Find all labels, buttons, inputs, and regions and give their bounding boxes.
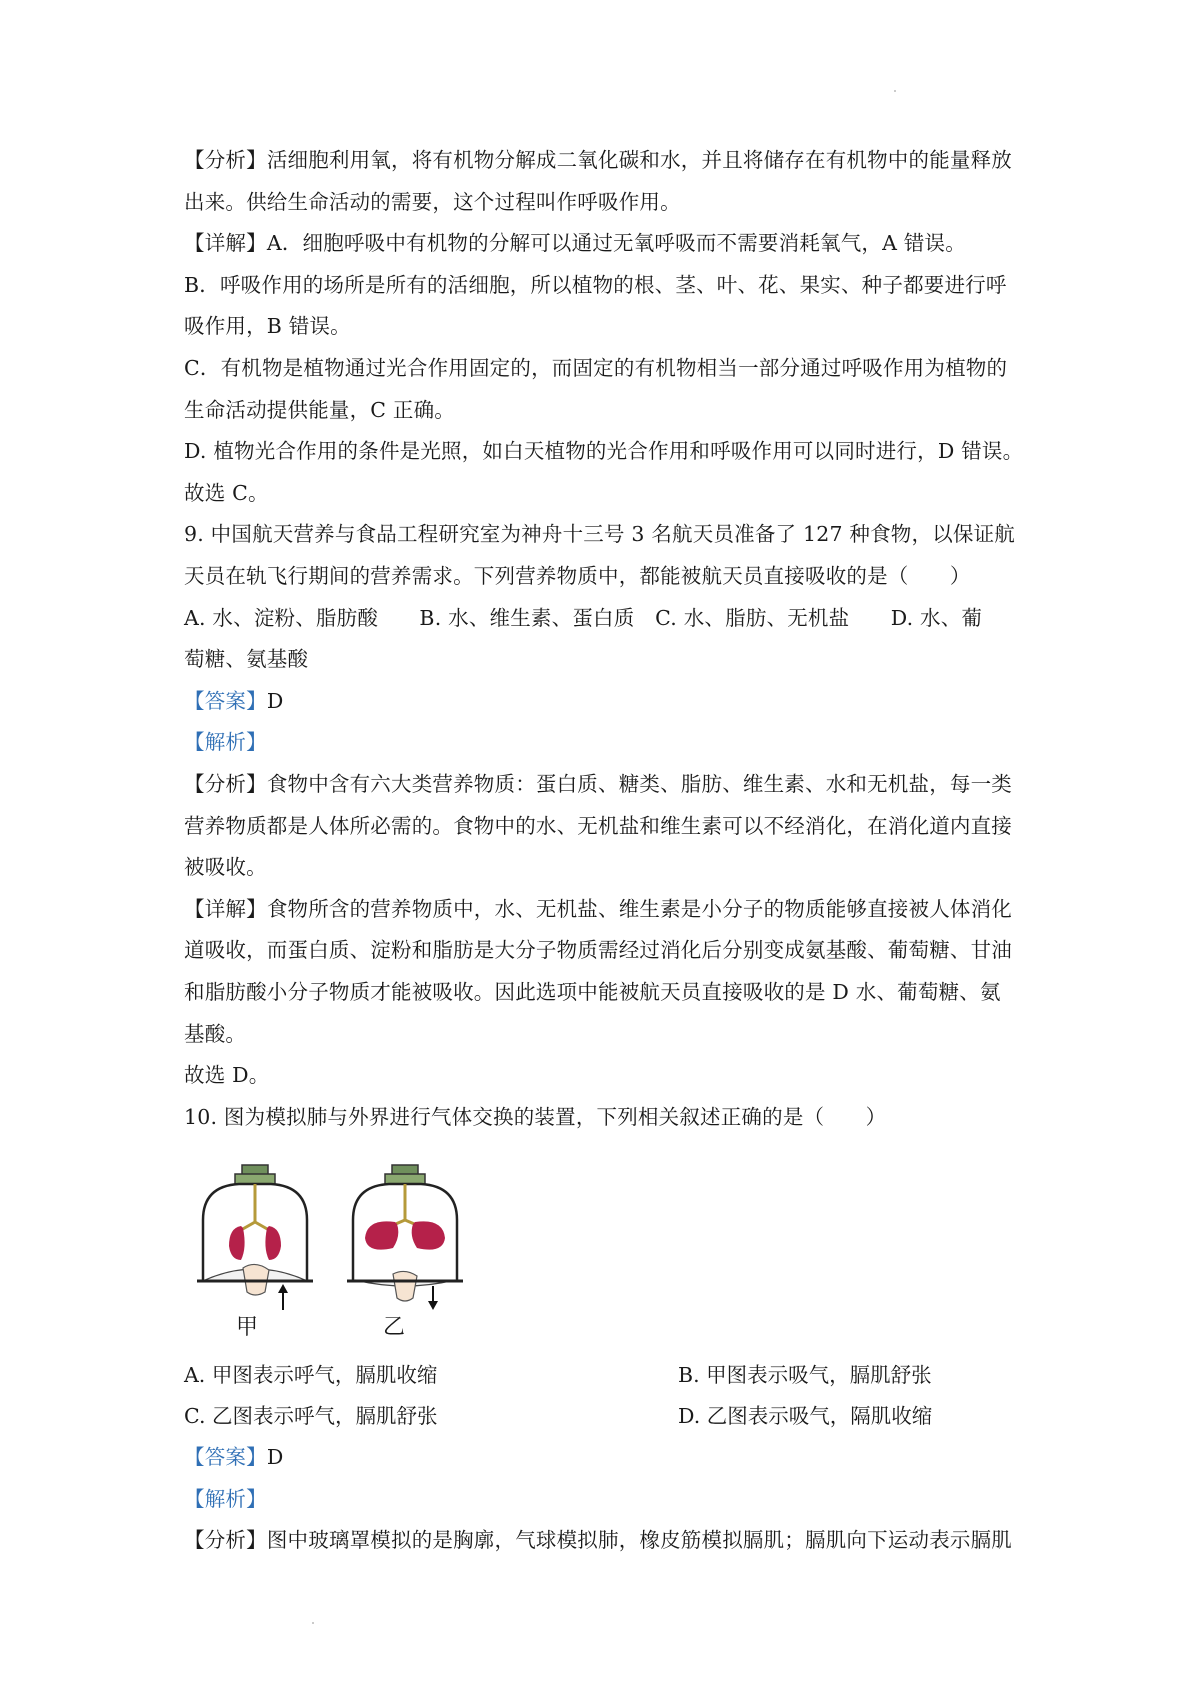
line-text: A. 水、淀粉、脂肪酸 B. 水、维生素、蛋白质 C. 水、脂肪、无机盐 D. 水、葡	[184, 605, 983, 630]
scan-speck	[312, 1622, 314, 1624]
section-tag: 【解析】	[184, 1486, 267, 1511]
option-b: B. 甲图表示吸气，膈肌舒张	[678, 1363, 932, 1387]
line-text: 生命活动提供能量，C 正确。	[184, 397, 456, 422]
hand-pull-down	[393, 1271, 417, 1301]
option-d: D. 乙图表示吸气，隔肌收缩	[678, 1404, 933, 1428]
line-text: 食物所含的营养物质中，水、无机盐、维生素是小分子的物质能够直接被人体消化	[266, 896, 1013, 921]
line-text: D. 植物光合作用的条件是光照，如白天植物的光合作用和呼吸作用可以同时进行，D 错误。	[184, 439, 1024, 464]
line-text: 营养物质都是人体所必需的。食物中的水、无机盐和维生素可以不经消化，在消化道内直接	[184, 813, 1012, 838]
text-line	[184, 1442, 283, 1472]
line-text: 道吸收，而蛋白质、淀粉和脂肪是大分子物质需经过消化后分别变成氨基酸、葡萄糖、甘油	[184, 938, 1012, 963]
line-text: B．呼吸作用的场所是所有的活细胞，所以植物的根、茎、叶、花、果实、种子都要进行呼	[184, 272, 1007, 297]
line-text: 天员在轨飞行期间的营养需求。下列营养物质中，都能被航天员直接吸收的是（ ）	[184, 564, 971, 588]
line-text: C．有机物是植物通过光合作用固定的，而固定的有机物相当一部分通过呼吸作用为植物的	[184, 356, 1008, 380]
text-line	[184, 644, 308, 674]
lung-right-small	[265, 1226, 281, 1260]
lung-left-large	[365, 1221, 398, 1249]
text-line	[184, 769, 1012, 799]
text-line	[184, 311, 351, 341]
section-tag: 【分析】	[184, 148, 267, 172]
jar-left	[197, 1165, 313, 1310]
option-c: C. 乙图表示呼气，膈肌舒张	[184, 1404, 438, 1428]
lung-right-large	[412, 1221, 445, 1249]
section-tag: 【答案】	[184, 1445, 267, 1469]
text-line	[184, 686, 283, 716]
text-line	[184, 395, 455, 425]
line-text: 9. 中国航天营养与食品工程研究室为神舟十三号 3 名航天员准备了 127 种食物，以保证航	[184, 522, 1016, 547]
section-tag: 【解析】	[184, 730, 267, 755]
line-text: 食物中含有六大类营养物质：蛋白质、糖类、脂肪、维生素、水和无机盐，每一类	[266, 772, 1013, 796]
lung-left-small	[229, 1226, 245, 1260]
text-line	[184, 935, 1012, 965]
text-line	[184, 270, 1007, 300]
text-line	[184, 1060, 269, 1090]
text-line	[184, 1019, 246, 1049]
text-line	[184, 894, 1012, 924]
line-text: 故选 D。	[184, 1063, 270, 1088]
line-text: 吸作用，B 错误。	[184, 314, 351, 339]
line-text: 故选 C。	[184, 480, 269, 505]
text-line	[184, 1484, 267, 1514]
text-line	[184, 228, 966, 258]
text-line	[184, 519, 1015, 549]
line-text: 和脂肪酸小分子物质才能被吸收。因此选项中能被航天员直接吸收的是 D 水、葡萄糖、氨	[184, 980, 1001, 1004]
section-tag: 【分析】	[184, 1528, 267, 1553]
arrow-up-icon	[278, 1284, 288, 1293]
arrow-down-icon	[428, 1301, 438, 1310]
section-tag: 【答案】	[184, 688, 267, 713]
figure-label-jia: 甲	[236, 1315, 259, 1340]
line-text: 基酸。	[184, 1021, 247, 1046]
line-text: 萄糖、氨基酸	[184, 647, 309, 672]
line-text: D	[266, 688, 284, 713]
text-line	[184, 478, 269, 508]
line-text: 图中玻璃罩模拟的是胸廓，气球模拟肺，橡皮筋模拟膈肌；膈肌向下运动表示膈肌	[266, 1528, 1013, 1553]
scan-speck	[894, 90, 896, 92]
text-line	[184, 811, 1012, 841]
text-line	[184, 1525, 1012, 1555]
text-line	[184, 727, 267, 757]
line-text: 出来。供给生命活动的需要，这个过程叫作呼吸作用。	[184, 189, 681, 214]
option-a: A. 甲图表示呼气，膈肌收缩	[184, 1363, 438, 1387]
line-text: 活细胞利用氧，将有机物分解成二氧化碳和水，并且将储存在有机物中的能量释放	[266, 148, 1013, 172]
text-line	[184, 1102, 886, 1132]
text-line	[184, 145, 1012, 175]
section-tag: 【分析】	[184, 772, 267, 796]
text-line	[184, 977, 1001, 1007]
line-text: 被吸收。	[184, 855, 267, 880]
jar-right	[347, 1165, 463, 1310]
figure-label-yi: 乙	[383, 1315, 406, 1340]
line-text: 10. 图为模拟肺与外界进行气体交换的装置，下列相关叙述正确的是（ ）	[184, 1104, 887, 1129]
text-line	[184, 603, 982, 633]
line-text: D	[266, 1445, 284, 1469]
text-line	[184, 436, 1023, 466]
section-tag: 【详解】	[184, 231, 267, 256]
text-line	[184, 353, 1007, 383]
text-line	[184, 187, 681, 217]
line-text: A．细胞呼吸中有机物的分解可以通过无氧呼吸而不需要消耗氧气，A 错误。	[266, 231, 966, 256]
text-line	[184, 852, 267, 882]
section-tag: 【详解】	[184, 896, 267, 921]
text-line	[184, 561, 971, 591]
